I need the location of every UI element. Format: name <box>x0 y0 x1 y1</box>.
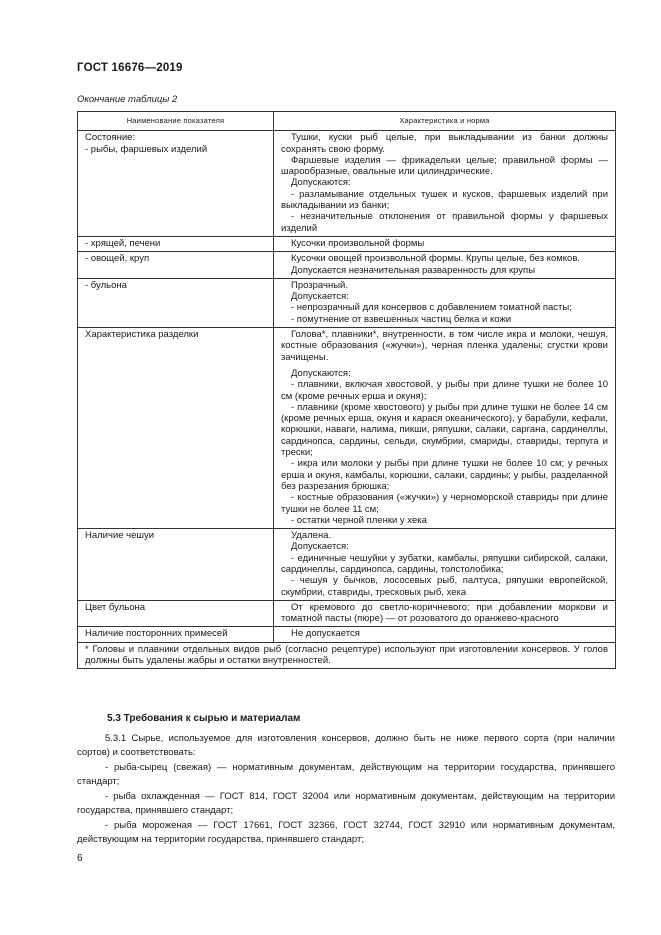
table-footnote-row <box>78 642 616 669</box>
norm-paragraph: - остатки черной пленки у хека <box>291 514 427 526</box>
indicator-cell <box>78 252 274 279</box>
norm-paragraph: - икра или молоки у рыбы при длине тушки не более 10 см; у речных ерша и окуня, камбалы, корюшки, салаки, сардины; у рыбы, разделанной без разрезания брюшка; <box>281 458 608 492</box>
norm-paragraph: - плавники, включая хвостовой, у рыбы при длине тушки не более 10 см (кроме речных ерша и окуня); <box>281 379 608 402</box>
column-header-norm: Характеристика и норма <box>274 112 616 131</box>
table-row <box>78 328 616 529</box>
norm-paragraph: - единичные чешуйки у зубатки, камбалы, ряпушки сибирской, салаки, сардинеллы, сардинопса, сардины, толстолобика; <box>281 552 608 575</box>
table-row <box>78 278 616 327</box>
indicator-line: Состояние: <box>85 132 136 144</box>
norm-paragraph: Допускаются: <box>291 177 351 189</box>
norm-paragraph: Допускается: <box>291 291 349 303</box>
indicator-cell <box>78 328 274 529</box>
table-row <box>78 600 616 627</box>
norm-cell <box>274 236 616 251</box>
norm-paragraph: Удалена. <box>291 530 332 542</box>
norm-paragraph: От кремового до светло-коричневого; при добавлении моркови и томатной пасты (пюре) — от розоватого до оранжево-красного <box>281 601 608 625</box>
column-header-indicator: Наименование показателя <box>78 112 274 131</box>
norm-paragraph: Кусочки произвольной формы <box>291 237 425 249</box>
norm-paragraph: - чешуя у бычков, лососевых рыб, палтуса, ряпушки европейской, скумбрии, ставриды, тресковых рыб, хека <box>281 575 608 598</box>
table-row <box>78 131 616 237</box>
norm-cell <box>274 252 616 279</box>
page-number: 6 <box>77 853 83 864</box>
norm-paragraph: Допускаются: <box>291 367 351 379</box>
norm-paragraph: - помутнение от взвешенных частиц белка и кожи <box>291 313 512 325</box>
table-caption: Окончание таблицы 2 <box>77 94 178 105</box>
indicator-cell <box>78 529 274 601</box>
table-row <box>78 627 616 642</box>
section-title: 5.3 Требования к сырью и материалам <box>107 713 301 724</box>
norm-paragraph: Тушки, куски рыб целые, при выкладывании из банки должны сохранять свою форму. <box>281 132 608 155</box>
norm-paragraph: Прозрачный. <box>291 279 348 291</box>
indicator-line: - рыбы, фаршевых изделий <box>85 143 208 155</box>
norm-paragraph: - непрозрачный для консервов с добавлением томатной пасты; <box>291 302 572 314</box>
section-body <box>77 732 615 848</box>
norm-paragraph: - костные образования («жучки») у черноморской ставриды при длине тушки не более 11 см; <box>281 492 608 515</box>
indicator-cell <box>78 600 274 627</box>
body-paragraph: - рыба мороженая — ГОСТ 17661, ГОСТ 32366, ГОСТ 32744, ГОСТ 32910 или нормативным документам, действующим на территории государства, принявшего стандарт; <box>77 820 615 845</box>
table-row <box>78 236 616 251</box>
norm-paragraph: Не допускается <box>291 628 360 640</box>
indicator-cell <box>78 278 274 327</box>
document-id: ГОСТ 16676—2019 <box>77 62 183 74</box>
indicator-cell <box>78 236 274 251</box>
indicator-line: - бульона <box>85 279 127 291</box>
requirements-table <box>77 111 616 669</box>
table-row <box>78 252 616 279</box>
body-paragraph: - рыба-сырец (свежая) — нормативным документам, действующим на территории государства, принявшего стандарт; <box>77 762 615 787</box>
norm-cell <box>274 529 616 601</box>
indicator-cell <box>78 131 274 237</box>
indicator-cell <box>78 627 274 642</box>
indicator-line: - овощей, круп <box>85 253 150 265</box>
indicator-line: Наличие чешуи <box>85 530 155 542</box>
indicator-line: Наличие посторонних примесей <box>85 628 228 640</box>
body-paragraph: 5.3.1 Сырье, используемое для изготовления консервов, должно быть не ниже первого сорта (при наличии сортов) и соответствовать: <box>77 733 615 758</box>
norm-paragraph: - плавники (кроме хвостового) у рыбы при длине тушки не более 14 см (кроме речных ерша, окуня и карася океанического), у барабули, кефали, корюшки, наваги, налима, пикши, ряпушки, салаки, сарганa, сардинеллы, сардинопса, сардины, сельди, скумбрии, смариды, ставриды, терпуга и трески; <box>281 401 608 459</box>
table-row <box>78 529 616 601</box>
indicator-line: - хрящей, печени <box>85 237 161 249</box>
norm-cell <box>274 600 616 627</box>
norm-paragraph: Кусочки овощей произвольной формы. Крупы целые, без комков. <box>291 253 581 265</box>
body-paragraph: - рыба охлажденная — ГОСТ 814, ГОСТ 32004 или нормативным документам, действующим на территории государства, принявшего стандарт; <box>77 791 615 816</box>
indicator-line: Характеристика разделки <box>85 329 199 341</box>
norm-paragraph: - незначительные отклонения от правильной формы у фаршевых изделий <box>281 211 608 234</box>
table-footnote: * Головы и плавники отдельных видов рыб (согласно рецептуре) используют при изготовлении консервов. У голов должны быть удалены жабры и остатки внутренностей. <box>78 642 616 669</box>
norm-cell <box>274 278 616 327</box>
table-header-row <box>78 112 616 131</box>
norm-paragraph: Допускается: <box>291 541 349 553</box>
norm-paragraph: Голова*, плавники*, внутренности, в том числе икра и молоки, чешуя, костные образования («жучки»), черная пленка удалены; сгустки крови зачищены. <box>281 329 608 363</box>
norm-paragraph: Допускается незначительная разваренность для крупы <box>291 264 536 276</box>
norm-cell <box>274 328 616 529</box>
indicator-line: Цвет бульона <box>85 601 146 613</box>
norm-paragraph: - разламывание отдельных тушек и кусков, фаршевых изделий при выкладывании из банки; <box>281 188 608 212</box>
norm-paragraph: Фаршевые изделия — фрикадельки целые; правильной формы — шарообразные, овальные или цилиндрические. <box>281 154 608 178</box>
norm-cell <box>274 131 616 237</box>
norm-cell <box>274 627 616 642</box>
